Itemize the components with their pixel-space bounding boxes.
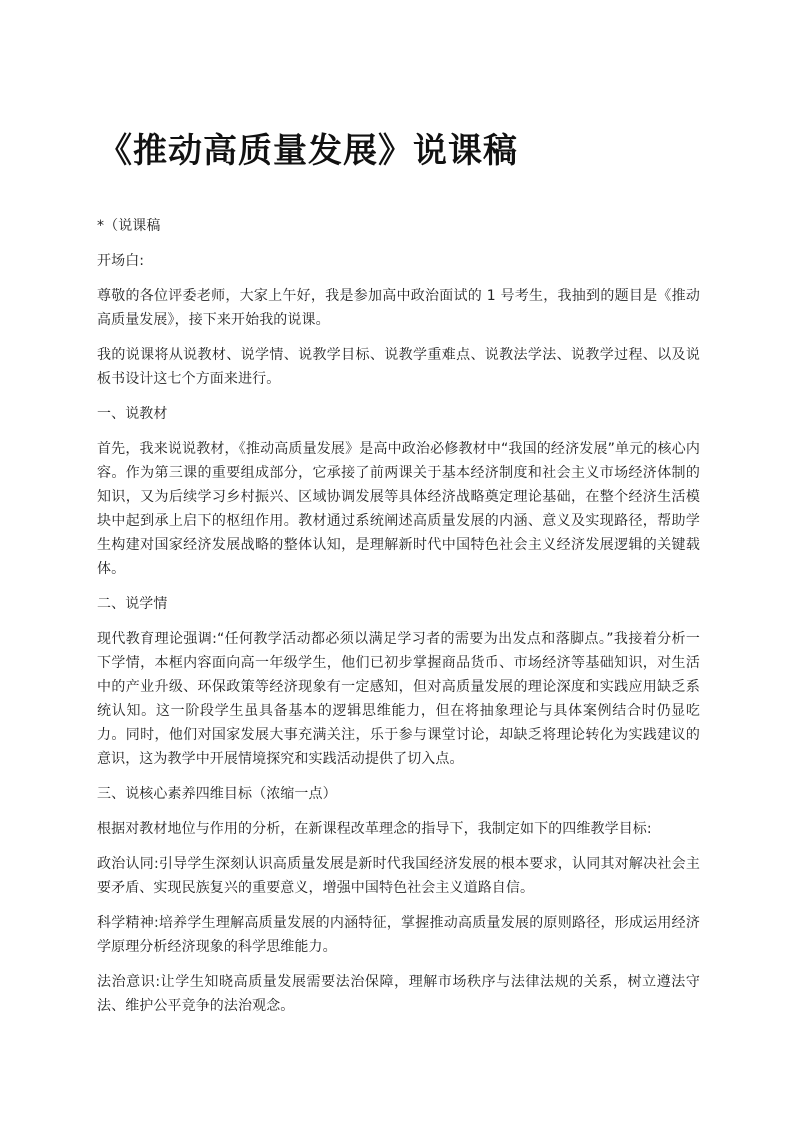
opening-heading: 开场白: xyxy=(97,253,145,269)
document-body xyxy=(97,214,700,1029)
intro-marker: *（说课稿 xyxy=(97,218,161,234)
document-title: 《推动高质量发展》说课稿 xyxy=(98,131,518,171)
section-heading-textbook: 一、说教材 xyxy=(97,406,168,422)
section-heading-objectives: 三、说核心素养四维目标（浓缩一点） xyxy=(97,786,337,802)
opening-paragraph: 尊敬的各位评委老师，大家上午好，我是参加高中政治面试的 1 号考生，我抽到的题目是《推动高质量发展》，接下来开始我的说课。 xyxy=(97,288,700,328)
objective-rule-of-law: 法治意识:让学生知晓高质量发展需要法治保障，理解市场秩序与法律法规的关系，树立遵法守法、维护公平竞争的法治观念。 xyxy=(97,974,700,1014)
section-heading-students: 二、说学情 xyxy=(97,596,168,612)
outline-paragraph: 我的说课将从说教材、说学情、说教学目标、说教学重难点、说教法学法、说教学过程、以及说板书设计这七个方面来进行。 xyxy=(97,347,700,387)
objective-political-identity: 政治认同:引导学生深刻认识高质量发展是新时代我国经济发展的根本要求，认同其对解决社会主要矛盾、实现民族复兴的重要意义，增强中国特色社会主义道路自信。 xyxy=(97,856,700,896)
textbook-paragraph: 首先，我来说说教材，《推动高质量发展》是高中政治必修教材中“我国的经济发展”单元的核心内容。作为第三课的重要组成部分，它承接了前两课关于基本经济制度和社会主义市场经济体制的知识，又为后续学习乡村振兴、区域协调发展等具体经济战略奠定理论基础，在整个经济生活模块中起到承上启下的枢纽作用。教材通过系统阐述高质量发展的内涵、意义及实现路径，帮助学生构建对国家经济发展战略的整体认知，是理解新时代中国特色社会主义经济发展逻辑的关键载体。 xyxy=(97,441,700,577)
objectives-intro-paragraph: 根据对教材地位与作用的分析，在新课程改革理念的指导下，我制定如下的四维教学目标: xyxy=(97,821,652,837)
students-paragraph: 现代教育理论强调:“任何教学活动都必须以满足学习者的需要为出发点和落脚点。”我接着分析一下学情，本框内容面向高一年级学生，他们已初步掌握商品货币、市场经济等基础知识，对生活中的产业升级、环保政策等经济现象有一定感知，但对高质量发展的理论深度和实践应用缺乏系统认知。这一阶段学生虽具备基本的逻辑思维能力，但在将抽象理论与具体案例结合时仍显吃力。同时，他们对国家发展大事充满关注，乐于参与课堂讨论，却缺乏将理论转化为实践建议的意识，这为教学中开展情境探究和实践活动提供了切入点。 xyxy=(97,631,700,767)
objective-scientific-spirit: 科学精神:培养学生理解高质量发展的内涵特征，掌握推动高质量发展的原则路径，形成运用经济学原理分析经济现象的科学思维能力。 xyxy=(97,915,700,955)
